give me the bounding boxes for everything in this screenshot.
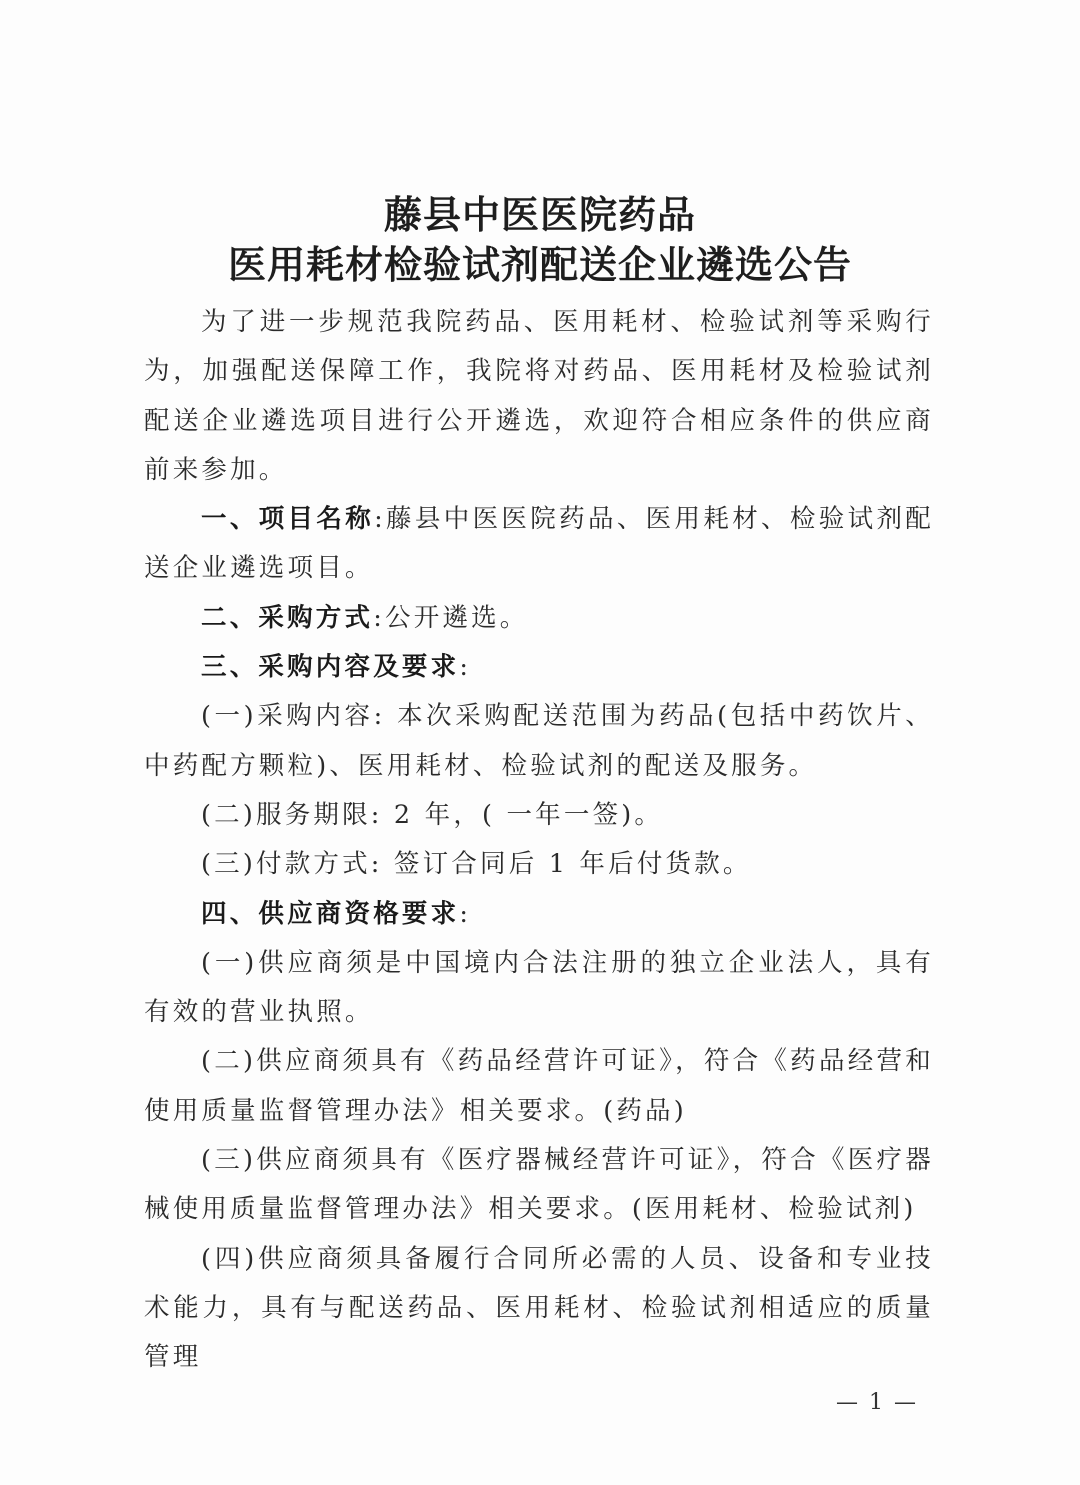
document-title-line1: 藤县中医医院药品: [383, 192, 696, 237]
section-4-item-3: (三)供应商须具有《医疗器械经营许可证》，符合《医疗器械使用质量监督管理办法》相关要求。(医用耗材、检验试剂): [144, 1145, 934, 1225]
section-2-heading: 二、采购方式: [201, 602, 374, 633]
section-4-item-2: (二)供应商须具有《药品经营许可证》，符合《药品经营和使用质量监督管理办法》相关要求。(药品): [144, 1046, 934, 1126]
section-3-heading: 三、采购内容及要求: [201, 652, 460, 683]
intro-paragraph: 为了进一步规范我院药品、医用耗材、检验试剂等采购行为，加强配送保障工作，我院将对药品、医用耗材及检验试剂配送企业遴选项目进行公开遴选，欢迎符合相应条件的供应商前来参加。: [144, 307, 934, 485]
section-4-item-4: (四)供应商须具备履行合同所必需的人员、设备和专业技术能力，具有与配送药品、医用耗材、检验试剂相适应的质量管理: [144, 1243, 934, 1373]
section-1: [144, 495, 934, 594]
section-3-item-1: (一)采购内容: 本次采购配送范围为药品(包括中药饮片、中药配方颗粒)、医用耗材、检验试剂的配送及服务。: [144, 701, 934, 781]
section-4: [144, 890, 934, 939]
section-1-heading: 一、项目名称: [201, 504, 375, 535]
document-body: [144, 298, 934, 1383]
page-number: — 1 —: [836, 1390, 918, 1415]
section-1-text: :藤县中医医院药品、医用耗材、检验试剂配送企业遴选项目。: [144, 504, 935, 584]
section-4-text: :: [459, 898, 472, 929]
section-3-text: :: [459, 652, 472, 683]
section-2: [144, 594, 934, 643]
section-3-item-3: (三)付款方式: 签订合同后 1 年后付货款。: [201, 849, 752, 880]
section-4-heading: 四、供应商资格要求: [201, 898, 460, 929]
section-3: [144, 643, 934, 692]
section-2-text: :公开遴选。: [373, 602, 529, 633]
section-4-item-1: (一)供应商须是中国境内合法注册的独立企业法人，具有有效的营业执照。: [144, 947, 934, 1028]
document-title-line2: 医用耗材检验试剂配送企业遴选公告: [227, 242, 852, 287]
section-3-item-2: (二)服务期限: 2 年，( 一年一签)。: [201, 799, 664, 830]
